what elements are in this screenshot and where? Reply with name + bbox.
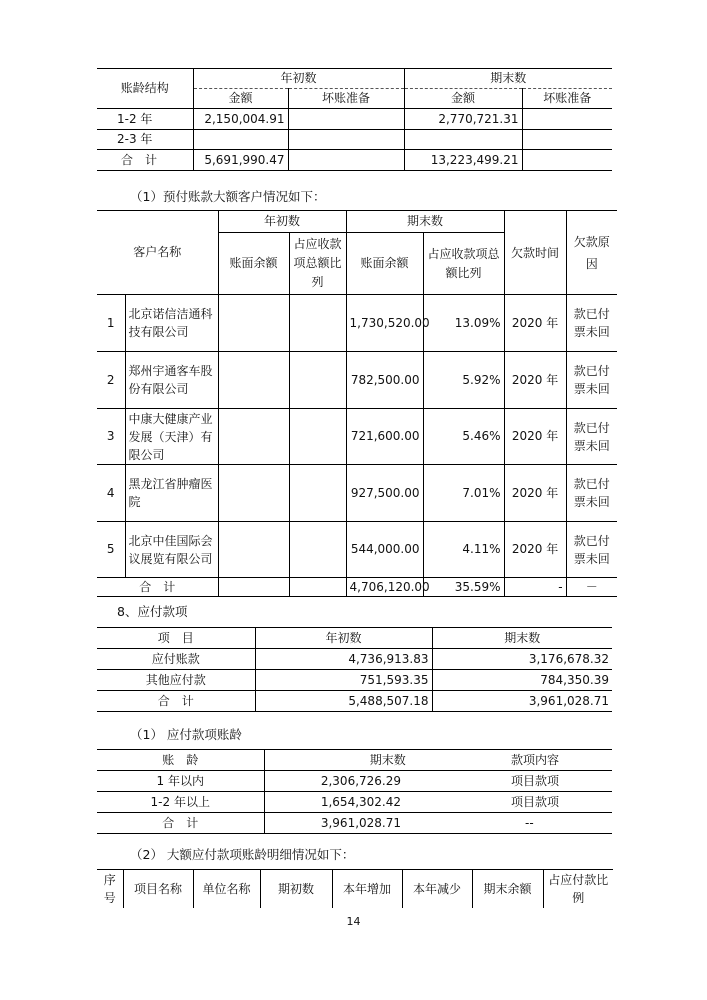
total-end: 3,961,028.71 [264,813,511,834]
header-project: 项目名称 [123,870,193,909]
header-aging: 账 龄 [162,752,199,767]
header-end-amount: 金额 [404,89,522,109]
table-row [97,109,612,130]
row-end-ratio: 4.11% [423,522,504,578]
total-aging: 合 计 [97,813,264,834]
total-label: 合 计 [97,578,218,597]
row-customer: 北京诺信洁通科技有限公司 [125,295,218,352]
row-end: 784,350.39 [432,670,612,691]
row-end-bad [522,130,612,150]
header-begin: 年初数 [255,628,432,649]
row-owed-reason: 款已付票未回 [566,522,617,578]
table-row [97,792,612,813]
row-owed-time: 2020 年 [504,295,566,352]
header-ratio: 占应付款比例 [543,870,613,909]
payables-aging-title: （1） 应付款项账龄 [130,727,242,742]
row-end-ratio: 7.01% [423,465,504,522]
row-customer: 北京中佳国际会议展览有限公司 [125,522,218,578]
row-owed-reason: 款已付票未回 [566,352,617,409]
row-owed-time: 2020 年 [504,465,566,522]
large-payables-detail-table [97,869,613,908]
row-no: 3 [97,409,125,465]
header-begin-balance: 账面余额 [218,233,289,295]
total-begin: 5,691,990.47 [193,150,288,171]
row-begin: 4,736,913.83 [255,649,432,670]
header-opening: 期初数 [260,870,332,909]
row-end [404,130,522,150]
header-end: 期末数 [432,628,612,649]
aging-structure-table [97,68,612,171]
row-end: 1,654,302.42 [264,792,511,813]
header-begin: 年初数 [193,69,404,89]
section-1-title: （1）预付账款大额客户情况如下： [130,189,326,204]
row-owed-reason: 款已付票未回 [566,295,617,352]
page-number: 14 [346,915,361,928]
row-begin-balance [218,409,289,465]
table-row [97,771,612,792]
row-end-balance: 544,000.00 [346,522,423,578]
row-end-bad [522,109,612,130]
row-end-balance: 1,730,520.00 [346,295,423,352]
total-row [97,813,612,834]
row-aging: 1 年以内 [97,771,264,792]
row-end-ratio: 13.09% [423,295,504,352]
payables-aging-table [97,749,612,834]
header-end-ratio: 占应收款项总额比列 [423,233,504,295]
row-content: 项目款项 [511,792,612,813]
row-no: 4 [97,465,125,522]
table-row [97,670,612,691]
table-row [97,295,617,352]
total-end: 3,961,028.71 [432,691,612,712]
row-customer: 中康大健康产业发展（天津）有限公司 [125,409,218,465]
row-begin-balance [218,465,289,522]
row-end-ratio: 5.92% [423,352,504,409]
header-owed-reason: 欠款原因 [566,211,617,295]
row-begin: 2,150,004.91 [193,109,288,130]
prepayment-customers-table [97,210,617,597]
header-content: 款项内容 [511,752,560,767]
header-begin-amount: 金额 [193,89,288,109]
row-begin-ratio [289,295,346,352]
total-end: 13,223,499.21 [404,150,522,171]
row-begin-balance [218,522,289,578]
row-begin-ratio [289,522,346,578]
total-row [97,691,612,712]
header-end: 期末数 [346,211,504,233]
row-label: 2-3 年 [97,130,193,150]
table-row [97,409,617,465]
row-item: 应付账款 [97,649,255,670]
total-label: 合 计 [97,150,193,171]
row-begin-bad [288,109,404,130]
row-end-balance: 927,500.00 [346,465,423,522]
table-row [97,649,612,670]
row-begin: 751,593.35 [255,670,432,691]
total-owed-reason: － [566,578,617,597]
payables-table [97,627,612,712]
row-end-balance: 782,500.00 [346,352,423,409]
row-label: 1-2 年 [97,109,193,130]
row-begin-balance [218,295,289,352]
row-no: 2 [97,352,125,409]
header-end-balance: 账面余额 [346,233,423,295]
total-end-balance: 4,706,120.00 [346,578,423,597]
header-decrease: 本年减少 [402,870,472,909]
row-aging: 1-2 年以上 [97,792,264,813]
row-no: 5 [97,522,125,578]
header-begin-bad-debt: 坏账准备 [288,89,404,109]
header-ending: 期末余额 [472,870,543,909]
table-row [97,130,612,150]
total-end-ratio: 35.59% [423,578,504,597]
table-row [97,522,617,578]
header-end-bad-debt: 坏账准备 [522,89,612,109]
total-owed-time: - [504,578,566,597]
row-owed-time: 2020 年 [504,352,566,409]
header-begin: 年初数 [218,211,346,233]
header-end: 期末数 [264,750,511,771]
row-item: 其他应付款 [97,670,255,691]
row-begin [193,130,288,150]
header-increase: 本年增加 [332,870,402,909]
header-end: 期末数 [404,69,612,89]
row-customer: 郑州宇通客车股份有限公司 [125,352,218,409]
row-begin-ratio [289,352,346,409]
total-item: 合 计 [97,691,255,712]
large-payables-title: （2） 大额应付款项账龄明细情况如下： [130,847,355,862]
row-end: 2,770,721.31 [404,109,522,130]
row-begin-balance [218,352,289,409]
header-aging: 账龄结构 [120,81,169,95]
header-item: 项 目 [157,630,194,645]
row-owed-reason: 款已付票未回 [566,465,617,522]
row-begin-ratio [289,465,346,522]
header-unit: 单位名称 [193,870,260,909]
table-row [97,352,617,409]
header-owed-time: 欠款时间 [504,211,566,295]
header-no: 序号 [103,873,116,905]
section-8-title: 8、应付款项 [117,604,188,619]
total-content: -- [511,813,612,834]
row-owed-reason: 款已付票未回 [566,409,617,465]
row-no: 1 [97,295,125,352]
row-end-balance: 721,600.00 [346,409,423,465]
total-row [97,578,617,597]
table-row [97,465,617,522]
header-begin-ratio: 占应收款项总额比列 [289,233,346,295]
header-customer: 客户名称 [97,211,218,295]
row-end: 2,306,726.29 [264,771,511,792]
total-begin: 5,488,507.18 [255,691,432,712]
row-end: 3,176,678.32 [432,649,612,670]
row-end-ratio: 5.46% [423,409,504,465]
row-content: 项目款项 [511,771,612,792]
row-begin-bad [288,130,404,150]
row-begin-ratio [289,409,346,465]
total-row [97,150,612,171]
row-owed-time: 2020 年 [504,522,566,578]
row-customer: 黑龙江省肿瘤医院 [125,465,218,522]
row-owed-time: 2020 年 [504,409,566,465]
